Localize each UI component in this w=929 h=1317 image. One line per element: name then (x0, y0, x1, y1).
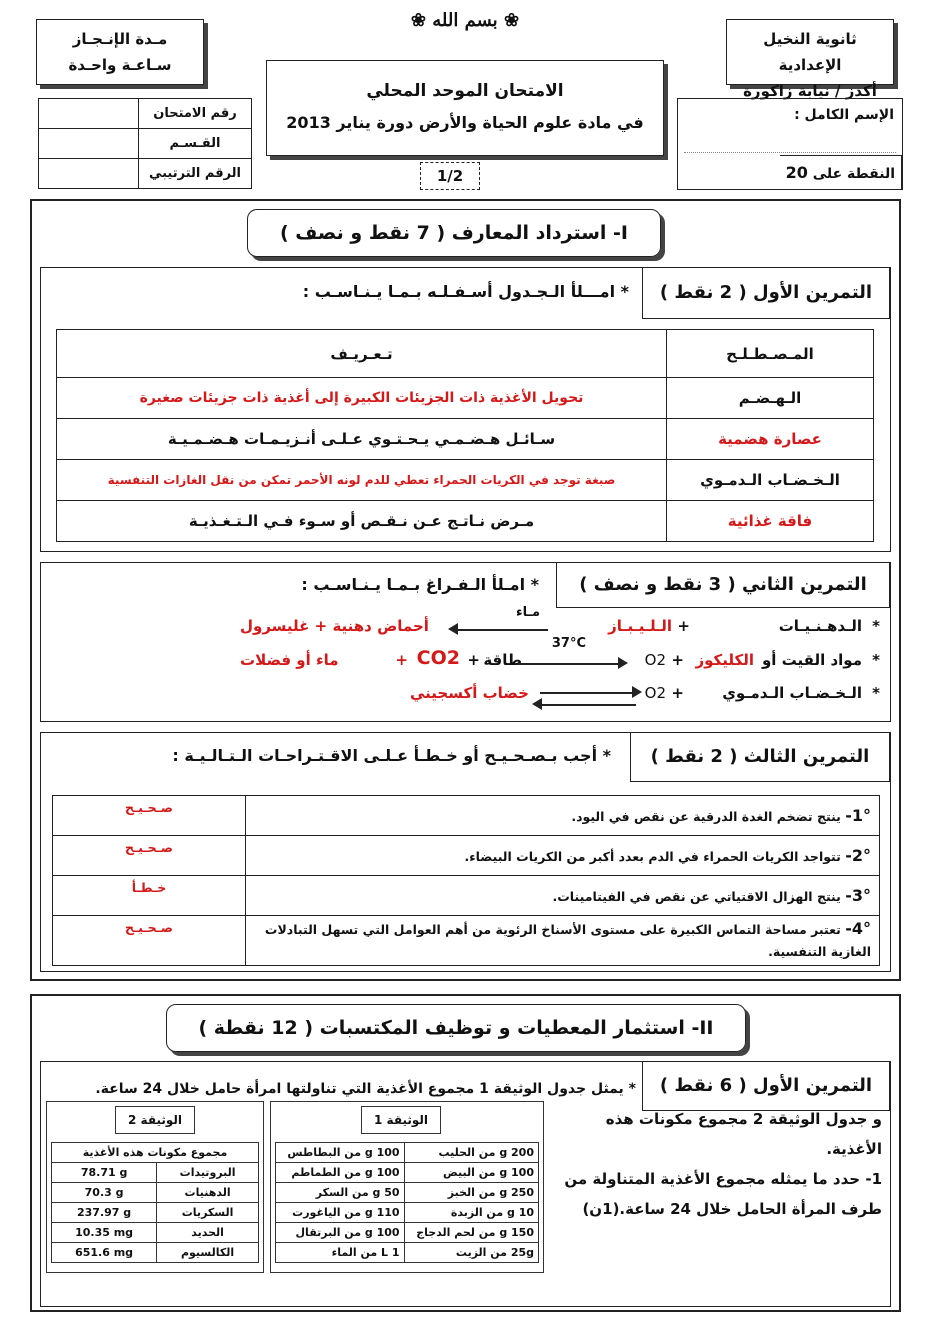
s2-ex1-title: التمرين الأول ( 6 نقط ) (642, 1061, 890, 1111)
school-location: أكدز / نيابة زاكورة (743, 82, 877, 100)
page-number: 1/2 (420, 162, 480, 190)
full-name-field[interactable] (684, 133, 896, 153)
eq2-products: ماء أو فضلات (240, 651, 339, 669)
eq2-energy: طاقة (483, 651, 522, 669)
definition-cell: صبغة توجد في الكريات الحمراء تعطي للدم لونه الأحمر تمكن من نقل الغازات التنفسية (57, 460, 667, 501)
answer-cell: خـطـأ (53, 876, 246, 916)
answer-cell: صـحـيـح (53, 836, 246, 876)
duration-box (36, 19, 204, 85)
term-cell: الـخـضـاب الـدمـوي (667, 460, 874, 501)
term-cell: الـهـضـم (667, 378, 874, 419)
exam-number-label: رقم الامتحان (139, 99, 252, 129)
class-label: القـسـم (139, 129, 252, 159)
section1-title: I- استرداد المعارف ( 7 نقط و نصف ) (247, 209, 661, 257)
eq3-arrow-back (540, 704, 636, 706)
eq2-condition: 37°C (551, 636, 586, 651)
eq3-product: خضاب أكسجيني (410, 684, 529, 702)
definition-cell: مـرض نـاتـج عـن نـقـص أو سـوء فـي الـتـغـذيـة (57, 501, 667, 542)
class-field[interactable] (39, 129, 139, 159)
ex3-title: التمرين الثالث ( 2 نقط ) (630, 732, 890, 782)
eq2-arrow (518, 663, 618, 665)
school-name: ثانوية النخيل الإعدادية (763, 30, 857, 74)
s2-intro-line1: * يمثل جدول الوثيقة 1 مجموع الأغذية التي تناولتها امرأة حامل خلال 24 ساعة. (95, 1081, 636, 1097)
arrow-left-icon (532, 698, 542, 710)
grade-value: 20 (785, 163, 808, 182)
rank-field[interactable] (39, 159, 139, 189)
doc1-cell: 50 g من السكر (276, 1183, 405, 1203)
ex2-title: التمرين الثاني ( 3 نقط و نصف ) (556, 562, 890, 608)
doc2-cell: 70.3 g (52, 1183, 157, 1203)
arrow-right-icon (618, 657, 628, 669)
eq1-plus: + (677, 617, 690, 635)
term-header: المـصـطـلـح (667, 330, 874, 378)
eq1-bullet: * (872, 617, 880, 635)
true-false-table (52, 795, 880, 966)
eq3-left: الـخـضـاب الـدمـوي (722, 684, 862, 702)
definitions-table (56, 329, 874, 542)
eq2-left: مواد القيت أو (761, 651, 862, 669)
eq2-plus-3: + (395, 651, 408, 669)
doc2-frame (46, 1101, 264, 1273)
doc1-cell: 200 g من الحليب (404, 1143, 538, 1163)
eq2-bullet: * (872, 651, 880, 669)
doc2-cell: 78.71 g (52, 1163, 157, 1183)
doc1-cell: 10 g من الزبدة (404, 1203, 538, 1223)
exam-fields-table (38, 98, 252, 189)
eq3-bullet: * (872, 684, 880, 702)
doc1-table (275, 1142, 539, 1263)
exam-number-field[interactable] (39, 99, 139, 129)
eq3-arrow-forward (540, 692, 636, 694)
full-name-label: الإسم الكامل : (794, 107, 894, 123)
eq1-left: الـدهـنـيـات (778, 617, 862, 635)
ex1-title: التمرين الأول ( 2 نقط ) (642, 267, 890, 319)
statement-cell: 2°- تتواجد الكريات الحمراء في الدم بعدد أكبر من الكريات البيضاء. (246, 836, 880, 876)
doc1-cell: 150 g من لحم الدجاج (404, 1223, 538, 1243)
ex1-instruction: * امـــلأ الـجـدول أسـفـلـه بـمـا يـنـاسـب : (302, 282, 629, 301)
term-cell: عصارة هضمية (667, 419, 874, 460)
doc2-header: مجموع مكونات هذه الأغذية (52, 1143, 259, 1163)
arrow-left-icon (448, 623, 458, 635)
answer-cell: صـحـيـح (53, 916, 246, 966)
flower-icon: ❀ (503, 10, 520, 31)
question-1: 1- حدد ما يمثله مجموع الأغذية المتناولة من طرف المرأة الحامل خلال 24 ساعة.(1ن) (564, 1170, 882, 1218)
basmala-text: بسم الله (432, 10, 498, 31)
definition-cell: تحويل الأغذية ذات الجزيئات الكبيرة إلى أغذية ذات جزيئات صغيرة (57, 378, 667, 419)
doc2-cell: 237.97 g (52, 1203, 157, 1223)
eq3-o2: O2 (644, 684, 666, 702)
definition-header: تـعـريـف (57, 330, 667, 378)
exam-title-box (266, 60, 664, 156)
term-cell: فاقة غذائية (667, 501, 874, 542)
eq1-arrow (456, 629, 548, 631)
equation-3 (410, 684, 880, 708)
eq2-glucose: الكليكوز (695, 651, 754, 669)
doc2-cell: 10.35 mg (52, 1223, 157, 1243)
eq1-condition: مـاء (515, 605, 540, 620)
doc1-cell: 250 g من الخبز (404, 1183, 538, 1203)
eq1-products: أحماض دهنية + غليسرول (240, 617, 429, 635)
eq2-co2: CO2 (416, 647, 460, 669)
school-box (726, 19, 894, 100)
statement-cell: 1°- ينتج تضخم الغدة الدرقية عن نقص في اليود. (246, 796, 880, 836)
student-info-box (677, 98, 903, 190)
doc2-cell: الدهنيات (157, 1183, 259, 1203)
doc1-cell: 25g من الزيت (404, 1243, 538, 1263)
doc2-cell: 651.6 mg (52, 1243, 157, 1263)
exam-title: الامتحان الموحد المحلي (366, 81, 564, 101)
doc1-cell: 100 g من الطماطم (276, 1163, 405, 1183)
exam-subject: في مادة علوم الحياة والأرض دورة يناير 2013 (286, 113, 644, 132)
eq3-plus: + (671, 684, 684, 702)
intro2-text: و جدول الوثيقة 2 مجموع مكونات هذه الأغذية. (605, 1110, 882, 1158)
header-emblem (405, 10, 525, 50)
doc2-cell: السكريات (157, 1203, 259, 1223)
ex2-instruction: * امـلأ الـفـراغ بـمـا يـنـاسـب : (301, 575, 539, 594)
exam-fields (38, 98, 252, 190)
doc2-table (51, 1142, 259, 1263)
grade-cell (780, 155, 902, 189)
grade-label: النقطة على 20 (785, 163, 895, 182)
eq1-enzyme: الـلـيـبـاز (608, 617, 672, 635)
duration-label: مـدة الإنـجـاز (72, 30, 168, 48)
doc1-cell: 1 L من الماء (276, 1243, 405, 1263)
arrow-right-icon (632, 686, 642, 698)
ex3-instruction: * أجب بـصـحـيـح أو خـطـأ عـلـى الاقـتـراحـات الـتـالـيـة : (172, 746, 611, 765)
doc2-label: الوثيقة 2 (115, 1106, 195, 1134)
doc1-cell: 100 g من البطاطس (276, 1143, 405, 1163)
duration-value: سـاعـة واحـدة (68, 56, 172, 74)
doc1-cell: 110 g من الياغورت (276, 1203, 405, 1223)
doc2-cell: الحديد (157, 1223, 259, 1243)
doc2-cell: الكالسيوم (157, 1243, 259, 1263)
doc1-label: الوثيقة 1 (361, 1106, 441, 1134)
section2-title: II- استثمار المعطيات و توظيف المكتسبات ( 12 نقطة ) (166, 1004, 746, 1052)
definition-cell: سـائـل هـضـمـي يـحـتـوي عـلـى أنـزيـمـات هـضـمـيـة (57, 419, 667, 460)
flower-icon: ❀ (410, 10, 426, 31)
eq2-o2: O2 (644, 651, 666, 669)
eq2-plus: + (671, 651, 684, 669)
doc1-cell: 100 g من البرتقال (276, 1223, 405, 1243)
statement-cell: 4°- تعتبر مساحة التماس الكبيرة على مستوى الأسناخ الرئوية من أهم العوامل التي تسهل التبادلات الغازية التنفسية. (246, 916, 880, 966)
doc1-frame (270, 1101, 544, 1273)
doc2-cell: البروتيدات (157, 1163, 259, 1183)
rank-label: الرقم الترتيبي (139, 159, 252, 189)
statement-cell: 3°- ينتج الهزال الاقتياتي عن نقص في الفيتامينات. (246, 876, 880, 916)
doc1-cell: 100 g من البيض (404, 1163, 538, 1183)
eq2-plus-2: + (467, 651, 480, 669)
answer-cell: صـحـيـح (53, 796, 246, 836)
